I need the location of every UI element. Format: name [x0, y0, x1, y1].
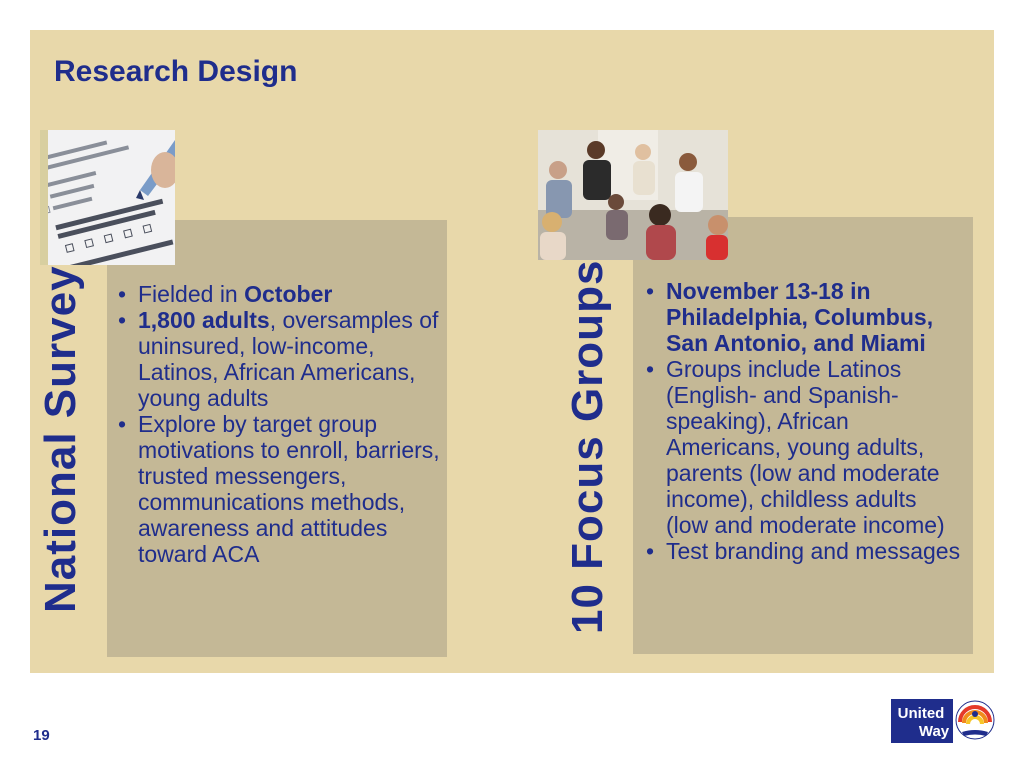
- focus-group-photo: [538, 130, 728, 260]
- focus-groups-bullet-list: [640, 278, 965, 564]
- list-item: [112, 281, 442, 307]
- bullet-text: Groups include Latinos (English- and Spanish-speaking), African Americans, young adults, parents (low and moderate income), childless adults (low and moderate income): [666, 356, 945, 538]
- logo-text-line1: United: [897, 705, 945, 722]
- list-item: [640, 538, 965, 564]
- national-survey-heading: National Survey: [36, 265, 85, 613]
- logo-text-line2: Way: [918, 723, 950, 740]
- bullet-text: , oversamples of uninsured, low-income, Latinos, African Americans, young adults: [138, 307, 439, 411]
- bullet-text: Explore by target group motivations to enroll, barriers, trusted messengers, communications methods, awareness and attitudes toward ACA: [138, 411, 440, 567]
- list-item: [112, 411, 442, 567]
- focus-groups-heading: 10 Focus Groups: [563, 259, 612, 634]
- bullet-bold-text: November 13-18 in Philadelphia, Columbus, San Antonio, and Miami: [666, 278, 934, 356]
- list-item: [112, 307, 442, 411]
- focus-group-image: [538, 130, 728, 260]
- survey-bullet-list: [112, 281, 442, 567]
- bullet-bold-text: 1,800 adults: [138, 307, 270, 333]
- survey-form-image: [40, 130, 175, 265]
- hand-rainbow-icon: [956, 701, 994, 739]
- slide-title: Research Design: [54, 55, 298, 88]
- list-item: [640, 278, 965, 356]
- page-number: 19: [33, 727, 50, 744]
- list-item: [640, 356, 965, 538]
- bullet-text: Fielded in: [138, 281, 245, 307]
- bullet-text: Test branding and messages: [666, 538, 961, 564]
- united-way-logo: [890, 698, 996, 744]
- bullet-bold-text: October: [244, 281, 333, 307]
- survey-photo: [40, 130, 175, 265]
